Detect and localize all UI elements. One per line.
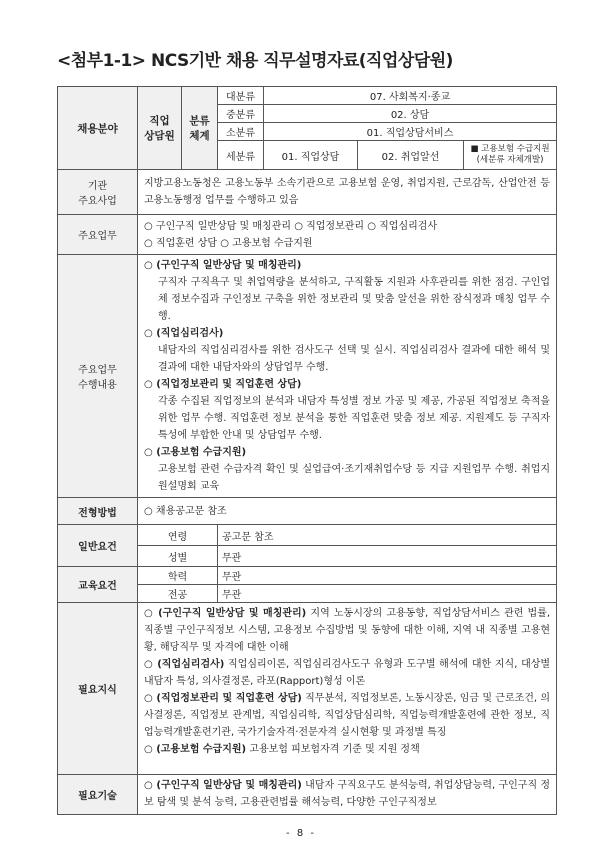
- page-title: <첨부1-1> NCS기반 채용 직무설명자료(직업상담원): [57, 51, 453, 71]
- org-business-text: 지방고용노동청은 고용노동부 소속기관으로 고용보험 운영, 취업지원, 근로감독, 산업안전 등 고용노동행정 업무를 수행하고 있음: [138, 170, 557, 215]
- main-duties-line2: ○ 직업훈련 상담 ○ 고용보험 수급지원: [144, 237, 313, 249]
- duty-section-heading: ○ (고용보험 수급지원): [144, 447, 247, 458]
- mid-category-label: 중분류: [218, 105, 264, 123]
- main-duties-cell: [138, 215, 557, 255]
- duty-content-cell: [138, 255, 557, 498]
- classification-system-cell: [182, 87, 218, 170]
- knowledge-item: [144, 741, 550, 758]
- knowledge-item-text: 지역 노동시장의 고용동향, 직업상담서비스 관련 법률, 직종별 구인구직정보 시스템, 고용정보 수집방법 및 동향에 대한 이해, 지역 내 직종별 고용현황, 해당직무 및 자격에 대한 이해: [144, 608, 551, 653]
- small-category-value: 01. 직업상담서비스: [264, 123, 557, 141]
- mid-category-value: 02. 상담: [264, 105, 557, 123]
- large-category-value: 07. 사회복지·종교: [264, 87, 557, 105]
- sex-label: 성별: [138, 546, 218, 567]
- duty-section-body: 내담자의 직업심리검사를 위한 검사도구 선택 및 실시. 직업심리검사 결과에 대한 해석 및 결과에 대한 내담자와의 상담업무 수행.: [158, 345, 551, 373]
- detail-category-2: 02. 취업알선: [358, 141, 464, 170]
- duty-content-label-line1: 주요업무: [78, 365, 117, 376]
- hiring-field-label: 채용분야: [58, 87, 138, 170]
- major-value: 무관: [218, 585, 557, 603]
- required-skills-cell: [138, 775, 557, 815]
- duty-content-label-line2: 수행내용: [78, 380, 117, 391]
- knowledge-item-text: 직무분석, 직업정보론, 노동시장론, 임금 및 근로조건, 의사결정론, 직업정보 관계법, 직업심리학, 직업상담심리학, 직업능력개발훈련에 관한 정보, 직업능력개발훈련기관, 국가기술자격·전문자격 실시현황 및 과정별 특징: [144, 693, 551, 738]
- job-name-line1: 직업: [149, 115, 170, 127]
- org-business-label-line2: 주요사업: [78, 196, 117, 207]
- org-business-label-line1: 기관: [87, 181, 108, 192]
- sex-value: 무관: [218, 546, 557, 567]
- knowledge-item-heading: ○ (직업정보관리 및 직업훈련 상담): [144, 693, 302, 704]
- education-requirements-label: 교육요건: [58, 567, 138, 603]
- large-category-label: 대분류: [218, 87, 264, 105]
- main-duties-line1: ○ 구인구직 일반상담 및 매칭관리 ○ 직업정보관리 ○ 직업심리검사: [144, 220, 438, 232]
- duty-section-heading: ○ (직업정보관리 및 직업훈련 상담): [144, 379, 302, 390]
- knowledge-item-text: 직업심리이론, 직업심리검사도구 유형과 도구별 해석에 대한 지식, 대상별 내담자 특성, 의사결정론, 라포(Rapport)형성 이론: [144, 659, 551, 687]
- knowledge-item: [144, 690, 550, 741]
- classification-system-line1: 분류: [189, 115, 210, 127]
- skill-item: [144, 777, 550, 811]
- knowledge-item-heading: ○ (고용보험 수급지원): [144, 744, 247, 755]
- duty-section-body: 각종 수집된 직업정보의 분석과 내담자 특성별 정보 가공 및 제공, 가공된 직업정보 축적을 위한 업무 수행. 직업훈련 정보 분석을 통한 직업훈련 맞춤 정보 제공. 지원제도 등 구직자 특성에 부합한 안내 및 상담업무 수행.: [158, 396, 551, 441]
- selection-method-label: 전형방법: [58, 498, 138, 525]
- page-number: - 8 -: [286, 828, 316, 839]
- skill-item-heading: ○ (구인구직 일반상담 및 매칭관리): [144, 780, 302, 791]
- selection-method-text: ○ 채용공고문 참조: [138, 498, 557, 525]
- detail-category-3: [464, 141, 557, 170]
- org-business-label: [58, 170, 138, 215]
- duty-content-label: [58, 255, 138, 498]
- required-knowledge-cell: [138, 603, 557, 775]
- skill-item-text: 내담자 구직요구도 분석능력, 취업상담능력, 구인구직 정보 탐색 및 분석 능력, 고용관련법률 해석능력, 다양한 구인구직정보: [144, 780, 551, 808]
- detail-category-3-line2: (세분류 자체개발): [476, 155, 544, 165]
- knowledge-item-text: 고용보험 피보험자격 기준 및 지원 정책: [246, 744, 420, 755]
- duty-section-body: 구직자 구직욕구 및 취업역량을 분석하고, 구직활동 지원과 사후관리를 위한 점검. 구인업체 정보수집과 구인정보 구축을 위한 정보관리 및 맞춤 알선을 위한 잠식정과 매칭 업무 수행.: [158, 277, 551, 322]
- small-category-label: 소분류: [218, 123, 264, 141]
- job-name-cell: [138, 87, 182, 170]
- knowledge-item: [144, 656, 550, 690]
- detail-category-1: 01. 직업상담: [264, 141, 358, 170]
- degree-label: 학력: [138, 567, 218, 585]
- age-label: 연령: [138, 525, 218, 546]
- classification-system-line2: 체계: [189, 130, 210, 142]
- age-value: 공고문 참조: [218, 525, 557, 546]
- job-description-table: [57, 86, 557, 815]
- knowledge-item: [144, 605, 550, 656]
- degree-value: 무관: [218, 567, 557, 585]
- main-duties-label: 주요업무: [58, 215, 138, 255]
- knowledge-item-heading: ○ (구인구직 일반상담 및 매칭관리): [144, 608, 307, 619]
- detail-category-3-line1: ■ 고용보험 수급지원: [470, 144, 550, 154]
- duty-section-heading: ○ (직업심리검사): [144, 328, 224, 339]
- duty-section-heading: ○ (구인구직 일반상담 및 매칭관리): [144, 260, 302, 271]
- job-name-line2: 상담원: [144, 130, 175, 142]
- required-skills-label: 필요기술: [58, 775, 138, 815]
- knowledge-item-heading: ○ (직업심리검사): [144, 659, 225, 670]
- major-label: 전공: [138, 585, 218, 603]
- duty-section-body: 고용보험 관련 수급자격 확인 및 실업급여·조기재취업수당 등 지급 지원업무 수행. 취업지원설명회 교육: [158, 464, 551, 492]
- general-requirements-label: 일반요건: [58, 525, 138, 567]
- required-knowledge-label: 필요지식: [58, 603, 138, 775]
- detail-category-label: 세분류: [218, 141, 264, 170]
